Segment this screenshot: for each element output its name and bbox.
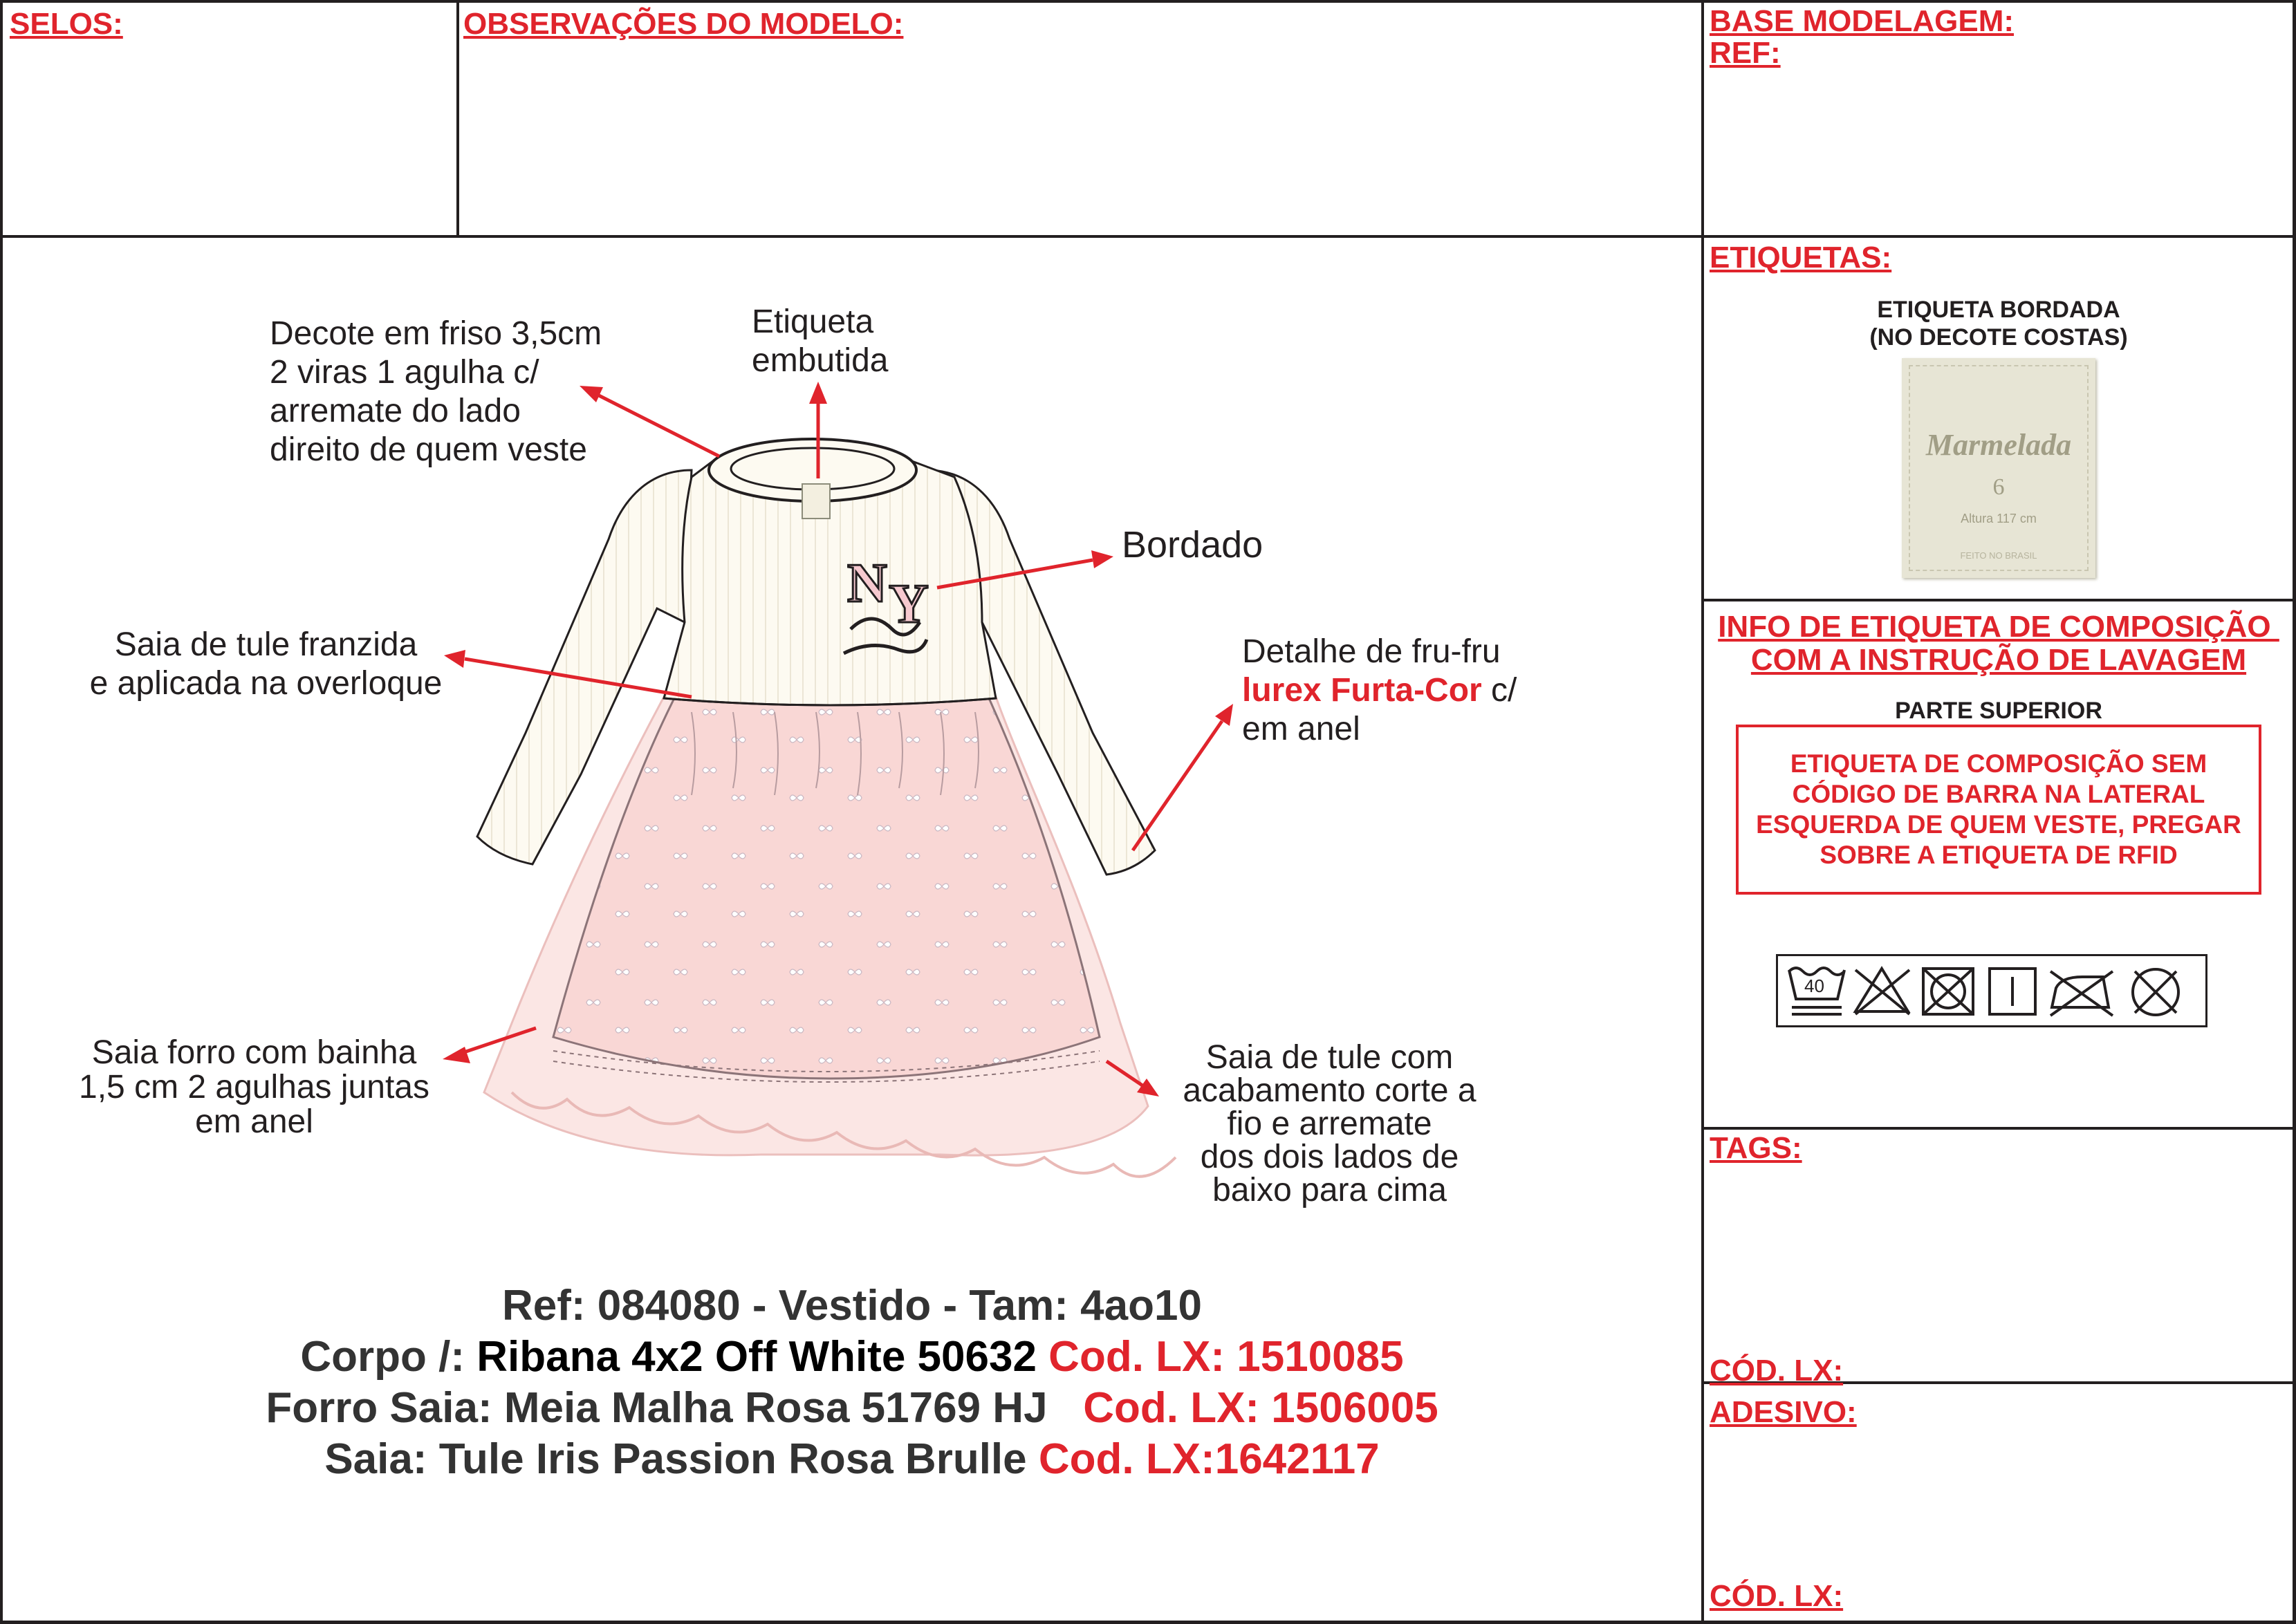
summary-corpo: Corpo /: Ribana 4x2 Off White 50632 Cod. LX: 1510085 [300, 1333, 1404, 1381]
label-height: Altura 117 cm [1961, 512, 2037, 525]
composicao-header-1: INFO DE ETIQUETA DE COMPOSIÇÃO [1718, 610, 2279, 644]
etiqueta-bordada-title: ETIQUETA BORDADA (NO DECOTE COSTAS) [1869, 297, 2128, 351]
base-modelagem-header: BASE MODELAGEM: [1710, 4, 2014, 38]
no-tumble-dry-icon [1923, 969, 1973, 1014]
tags-header: TAGS: [1710, 1131, 1802, 1165]
rfid-instruction-box: ETIQUETA DE COMPOSIÇÃO SEM CÓDIGO DE BARRA NA LATERAL ESQUERDA DE QUEM VESTE, PREGAR SOBRE A ETIQUETA DE RFID [1736, 725, 2261, 895]
no-dry-clean-icon [2133, 969, 2178, 1015]
brand-label [1902, 358, 2095, 578]
saia-tule-acabamento-note: Saia de tule com acabamento corte a fio e arremate dos dois lados de baixo para cima [1183, 1039, 1476, 1208]
summary-ref: Ref: 084080 - Vestido - Tam: 4ao10 [502, 1282, 1202, 1329]
frame-right [2293, 0, 2296, 1624]
summary-forro: Forro Saia: Meia Malha Rosa 51769 HJ Cod. LX: 1506005 [266, 1384, 1438, 1432]
line-dry-icon [1990, 969, 2035, 1014]
saia-forro-note: Saia forro com bainha 1,5 cm 2 agulhas juntas em anel [79, 1034, 429, 1140]
no-iron-icon [2050, 971, 2113, 1016]
etiquetas-header: ETIQUETAS: [1710, 241, 1892, 274]
svg-text:Y: Y [889, 574, 929, 635]
etiquetas-bottom-divider [1701, 599, 2296, 601]
bordado-note: Bordado [1122, 524, 1263, 566]
summary-saia: Saia: Tule Iris Passion Rosa Brulle Cod. LX:1642117 [324, 1435, 1380, 1483]
adesivo-header: ADESIVO: [1710, 1395, 1857, 1429]
label-made-in: FEITO NO BRASIL [1960, 550, 2037, 561]
ref-header: REF: [1710, 36, 1781, 70]
frufru-note: Detalhe de fru-fru lurex Furta-Cor c/ em anel [1242, 633, 1517, 747]
brand-name: Marmelada [1925, 428, 2072, 462]
etiqueta-embutida-note: Etiqueta embutida [752, 304, 889, 379]
care-symbols [1776, 954, 2207, 1027]
composicao-header-2: COM A INSTRUÇÃO DE LAVAGEM [1750, 643, 2247, 677]
tags-cod-lx: CÓD. LX: [1710, 1354, 1844, 1388]
saia-tule-franzida-note: Saia de tule franzida e aplicada na overloque [89, 626, 443, 702]
wash-temp: 40 [1804, 976, 1824, 996]
observacoes-header: OBSERVAÇÕES DO MODELO: [463, 7, 904, 41]
label-size: 6 [1992, 474, 2005, 500]
composicao-bottom-divider [1701, 1127, 2296, 1130]
parte-superior: PARTE SUPERIOR [1895, 698, 2102, 724]
no-bleach-icon [1855, 969, 1909, 1014]
selos-header: SELOS: [10, 7, 123, 41]
neck-label [802, 484, 830, 519]
adesivo-cod-lx: CÓD. LX: [1710, 1579, 1844, 1613]
decote-note: Decote em friso 3,5cm 2 viras 1 agulha c/ arremate do lado direito de quem veste [270, 315, 602, 468]
svg-text:N: N [847, 553, 887, 614]
